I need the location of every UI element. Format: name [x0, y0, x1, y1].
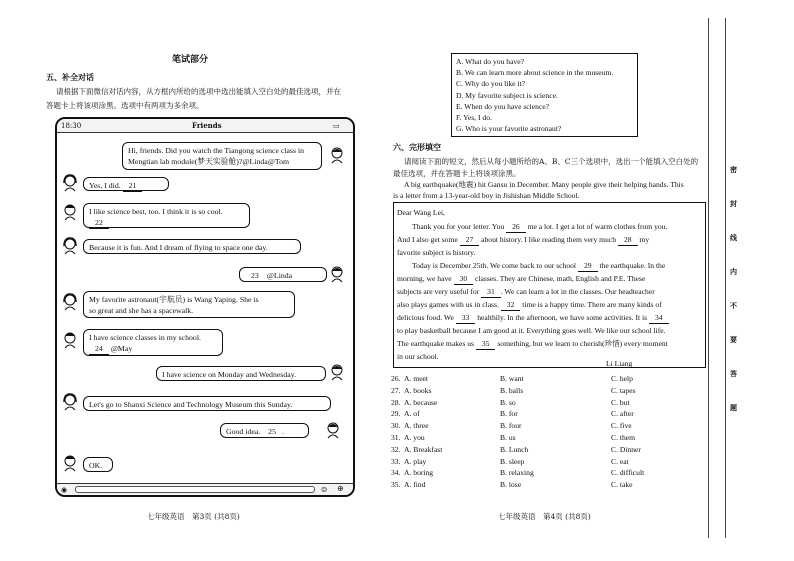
blank-28[interactable]: 28: [618, 235, 638, 246]
emoji-icon[interactable]: ☺: [321, 486, 328, 494]
blank-25[interactable]: 25: [262, 426, 282, 438]
letter-line-11: [397, 352, 439, 362]
choice-b[interactable]: B. sleep: [500, 456, 525, 466]
chat-message-4: [83, 239, 301, 254]
letter-signature: Li Liang: [606, 359, 633, 368]
message-11-text: OK.: [89, 461, 103, 470]
binding-margin-char: 不: [730, 301, 737, 310]
avatar-may-2: [62, 331, 78, 349]
choice-a[interactable]: A. meet: [404, 374, 429, 383]
letter-text: the earthquake. In the: [597, 261, 666, 270]
blank-26[interactable]: 26: [506, 222, 526, 233]
choice-number: 33.: [391, 456, 401, 466]
avatar-linda-2: [62, 237, 78, 255]
choice-number: 34.: [391, 468, 401, 478]
choice-c[interactable]: C. take: [611, 480, 633, 490]
blank-24[interactable]: 24: [89, 343, 109, 355]
chat-message-11: [83, 457, 113, 472]
choice-a[interactable]: A. you: [404, 433, 425, 442]
avatar-may: [62, 203, 78, 221]
binding-line-right: [725, 18, 726, 538]
choice-b[interactable]: B. four: [500, 421, 522, 431]
letter-text: classes. They are Chinese, math, English and P.E. These: [473, 274, 646, 283]
choice-number: 31.: [391, 433, 401, 442]
choice-c[interactable]: C. but: [611, 397, 630, 407]
choice-b[interactable]: B. Lunch: [500, 444, 529, 454]
message-8-text: I have science on Monday and Wednesday.: [162, 370, 297, 379]
choice-c[interactable]: C. five: [611, 421, 632, 431]
chat-title: Friends: [192, 121, 222, 130]
part6-instructions-1: 请阅读下面的短文，然后从每小题所给的A、B、C三个选项中，选出一个能填入空白处的: [404, 157, 699, 166]
chat-message-5: [239, 267, 327, 282]
choice-b[interactable]: B. balls: [500, 385, 524, 395]
avatar-linda: [62, 174, 78, 192]
chat-message-8: [156, 366, 326, 381]
option-f: F. Yes, I do.: [456, 113, 492, 122]
chat-message-2: [83, 177, 169, 191]
option-c: C. Why do you like it?: [456, 79, 526, 88]
avatar-tom-3: [329, 363, 345, 381]
part5-instructions-1: 请根据下面微信对话内容，从方框内所给的选项中选出能填入空白处的最佳选项，并在: [56, 87, 341, 96]
section-title: 笔试部分: [172, 55, 209, 65]
option-d: D. My favorite subject is science.: [456, 91, 558, 100]
passage-intro-2: is a letter from a 13-year-old boy in Jishishan Middle School.: [393, 191, 580, 200]
letter-text: about history. I like reading them very much: [479, 235, 618, 244]
option-g: G. Who is your favorite astronaut?: [456, 124, 562, 133]
letter-line-1: [412, 222, 667, 233]
letter-text: my: [637, 235, 650, 244]
blank-33[interactable]: 33: [456, 313, 476, 324]
part6-heading: 六、完形填空: [393, 142, 441, 152]
blank-35[interactable]: 35: [476, 339, 496, 350]
option-e: E. When do you have science?: [456, 102, 550, 111]
binding-margin-char: 内: [730, 267, 737, 276]
option-b: B. We can learn more about science in the museum.: [456, 68, 614, 77]
phone-input-bar: [57, 483, 353, 495]
message-9-text: Let's go to Shanxi Science and Technology Museum this Sunday.: [89, 400, 293, 409]
message-input[interactable]: [75, 486, 315, 493]
binding-margin-char: 答: [730, 369, 737, 378]
choice-b[interactable]: B. relaxing: [500, 468, 534, 478]
message-7-after: @May: [110, 344, 133, 353]
message-7-text: I have science classes in my school.: [89, 333, 201, 342]
choice-number: 30.: [391, 421, 401, 431]
voice-icon[interactable]: ◉: [61, 486, 68, 494]
choice-a[interactable]: A. books: [404, 385, 432, 395]
part5-instructions-2: 答题卡上将该项涂黑。选项中有两项为多余项。: [46, 101, 204, 110]
letter-text: subjects are very useful for: [397, 287, 482, 296]
choice-a[interactable]: A. Breakfast: [404, 444, 443, 454]
binding-line-left: [708, 18, 709, 538]
chat-message-6: [83, 291, 295, 318]
binding-margin-char: 密: [730, 165, 737, 174]
letter-text: time is a happy time. There are many kinds of: [520, 300, 662, 309]
blank-34[interactable]: 34: [649, 313, 669, 324]
blank-31[interactable]: 31: [481, 287, 501, 298]
phone-time: 18:30: [61, 122, 82, 130]
letter-text: also plays games with us in class.: [397, 300, 501, 309]
letter-text: me a lot. I get a lot of warm clothes from you.: [525, 222, 668, 231]
choice-number: 35.: [391, 480, 401, 490]
blank-32[interactable]: 32: [501, 300, 521, 311]
letter-text: The earthquake makes us: [397, 339, 476, 348]
letter-line-10: [397, 339, 668, 350]
phone-status-bar: [57, 119, 353, 133]
choice-c[interactable]: C. tapes: [611, 385, 636, 395]
message-6-line-1: My favorite astronaut(宇航员) is Wang Yaping. She is: [89, 295, 259, 304]
choice-number: 32.: [391, 444, 401, 454]
choice-number: 28.: [391, 397, 401, 407]
blank-29[interactable]: 29: [578, 261, 598, 272]
part5-heading: 五、补全对话: [46, 72, 94, 82]
letter-text: favorite subject is history.: [397, 248, 476, 257]
binding-margin-char: 线: [730, 233, 737, 242]
chat-message-3: [83, 203, 250, 228]
message-5-text: @Linda: [266, 271, 293, 280]
letter-line-7: [397, 300, 662, 311]
chat-message-9: [83, 396, 331, 411]
letter-text: . We can learn a lot in the classes. Our headteacher: [500, 287, 655, 296]
binding-margin-char: 封: [730, 199, 737, 208]
avatar-linda-4: [62, 393, 78, 411]
letter-line-8: [397, 313, 669, 324]
chat-phone-frame: [55, 117, 355, 497]
battery-icon: ▭: [333, 122, 340, 130]
choice-a[interactable]: A. three: [404, 421, 429, 431]
message-6-line-2: so great and she has a spacewalk.: [89, 306, 194, 315]
blank-22[interactable]: 22: [89, 217, 109, 229]
passage-intro-1: A big earthquake(地震) hit Gansu in December. Many people give their helping hands. This: [404, 180, 684, 189]
binding-margin-char: 要: [730, 335, 737, 344]
blank-30[interactable]: 30: [454, 274, 474, 285]
letter-greeting: Dear Wang Lei,: [397, 208, 445, 217]
letter-line-5: [397, 274, 645, 285]
message-10-after: .: [281, 427, 284, 436]
choice-b[interactable]: B. us: [500, 433, 516, 442]
letter-text: in our school.: [397, 352, 439, 361]
choice-a[interactable]: A. because: [404, 397, 438, 407]
letter-text: healthily. In the afternoon, we have some activities. It is: [475, 313, 650, 322]
letter-line-4: [412, 261, 665, 272]
choice-a[interactable]: A. of: [404, 409, 420, 419]
footer-left: 七年级英语 第3页 (共8页): [147, 512, 240, 521]
choice-number: 29.: [391, 409, 401, 419]
message-10-text: Good idea.: [226, 427, 261, 436]
letter-box: [393, 202, 706, 368]
avatar-may-3: [62, 454, 78, 472]
choice-number: 26.: [391, 374, 401, 383]
chat-message-1: [122, 142, 322, 170]
letter-text: to play basketball because I am good at it. Everything goes well. We like our school life.: [397, 326, 666, 335]
avatar-tom-4: [325, 421, 341, 439]
binding-margin-char: 题: [730, 403, 737, 412]
letter-line-2: [397, 235, 649, 246]
choice-b[interactable]: B. for: [500, 409, 518, 419]
part6-instructions-2: 最佳选项，并在答题卡上将该项涂黑。: [393, 169, 521, 178]
avatar-linda-3: [62, 293, 78, 311]
message-1-line-1: Hi, friends. Did you watch the Tiangong science class in: [128, 146, 305, 155]
letter-line-3: [397, 248, 475, 258]
options-box: [451, 53, 638, 137]
plus-icon[interactable]: ⊕: [337, 484, 344, 493]
blank-23[interactable]: 23: [245, 270, 265, 282]
avatar-tom-2: [329, 265, 345, 283]
letter-text: something, but we learn to cherish(珍惜) every moment: [495, 339, 668, 348]
message-3-text: I like science best, too. I think it is so cool.: [89, 207, 223, 216]
letter-line-6: [397, 287, 655, 298]
option-a: A. What do you have?: [456, 57, 524, 66]
letter-text: morning, we have: [397, 274, 454, 283]
choice-c[interactable]: C. Dinner: [611, 444, 641, 454]
choice-b[interactable]: B. want: [500, 374, 524, 383]
message-1-line-2: Mengtian lab module(梦天实验舱)?@Linda@Tom: [128, 157, 290, 166]
chat-message-10: [220, 423, 309, 438]
choice-c[interactable]: C. them: [611, 433, 636, 442]
avatar-tom: [329, 146, 345, 164]
letter-text: Thank you for your letter. You: [412, 222, 507, 231]
footer-right: 七年级英语 第4页 (共8页): [498, 512, 591, 521]
letter-text: And I also get some: [397, 235, 460, 244]
chat-message-7: [83, 329, 223, 356]
choice-c[interactable]: C. difficult: [611, 468, 645, 478]
letter-line-9: [397, 326, 666, 336]
choice-a[interactable]: A. find: [404, 480, 426, 490]
choice-c[interactable]: C. help: [611, 374, 633, 383]
choice-b[interactable]: B. so: [500, 397, 516, 407]
choice-c[interactable]: C. after: [611, 409, 634, 419]
letter-text: Today is December 25th. We come back to our school: [412, 261, 578, 270]
blank-21[interactable]: 21: [123, 180, 143, 192]
choice-number: 27.: [391, 385, 401, 395]
choice-c[interactable]: C. eat: [611, 456, 629, 466]
message-2-text: Yes, I did.: [89, 181, 121, 190]
choice-a[interactable]: A. boring: [404, 468, 434, 478]
letter-text: delicious food. We: [397, 313, 456, 322]
choice-b[interactable]: B. lose: [500, 480, 522, 490]
message-4-text: Because it is fun. And I dream of flying to space one day.: [89, 243, 268, 252]
blank-27[interactable]: 27: [460, 235, 480, 246]
choice-a[interactable]: A. play: [404, 456, 427, 466]
